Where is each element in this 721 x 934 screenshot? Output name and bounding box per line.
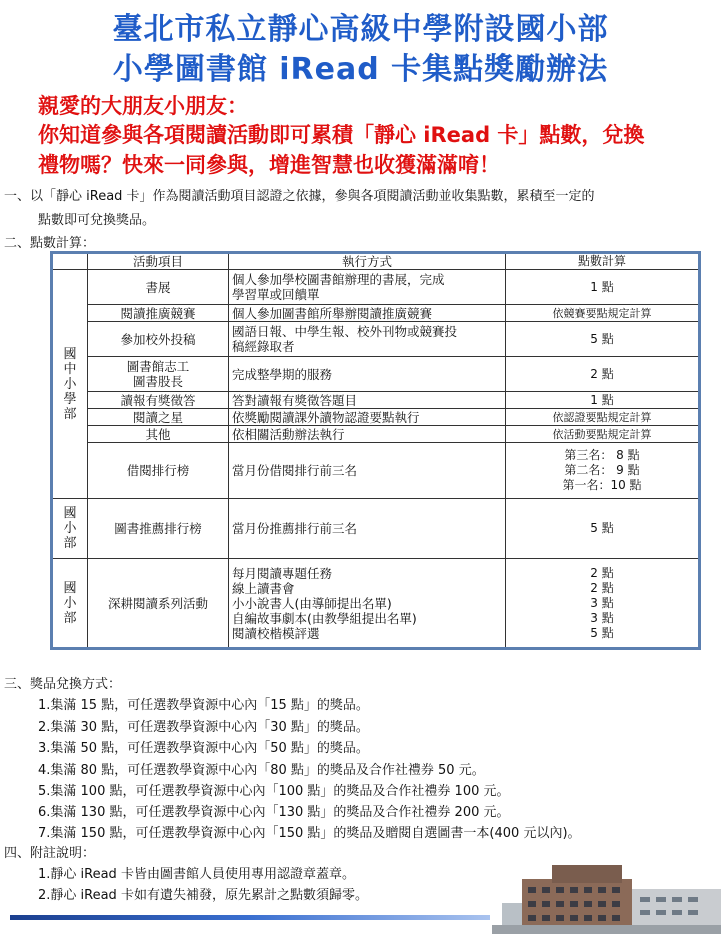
points-cell: 5 點: [506, 322, 700, 357]
section4-heading: 四、附註說明：: [4, 846, 96, 861]
group-label-junior-elementary: 國 中 小 學 部: [52, 270, 88, 499]
activity-cell: 借閱排行榜: [88, 443, 229, 499]
list-item: 7.集滿 150 點，可任選教學資源中心內「150 點」的獎品及贈閱自選圖書一本(400 元以內)。: [38, 826, 581, 841]
table-row: [52, 392, 700, 409]
table-row: [52, 499, 700, 559]
doc-title-line2: 小學圖書館 iRead 卡集點獎勵辦法: [112, 52, 609, 87]
points-cell: 第三名： 8 點 第二名： 9 點 第一名：10 點: [506, 443, 700, 499]
list-item: 3.集滿 50 點，可任選教學資源中心內「50 點」的獎品。: [38, 741, 369, 756]
activity-cell: 閱讀推廣競賽: [88, 305, 229, 322]
method-cell: 答對讀報有獎徵答題目: [229, 392, 506, 409]
activity-cell: 圖書館志工 圖書股長: [88, 357, 229, 392]
points-cell: 依認證要點規定計算: [506, 409, 700, 426]
table-row: [52, 305, 700, 322]
method-cell: 完成整學期的服務: [229, 357, 506, 392]
table-row: [52, 357, 700, 392]
header-points: 點數計算: [506, 253, 700, 270]
list-item: 2.靜心 iRead 卡如有遺失補發，原先累計之點數須歸零。: [38, 888, 368, 903]
table-row: [52, 409, 700, 426]
method-cell: 當月份推薦排行前三名: [229, 499, 506, 559]
header-group-cell: [52, 253, 88, 270]
group-label-elementary-2: 國 小 部: [52, 559, 88, 649]
list-item: 2.集滿 30 點，可任選教學資源中心內「30 點」的獎品。: [38, 720, 369, 735]
list-item: 6.集滿 130 點，可任選教學資源中心內「130 點」的獎品及合作社禮券 200 元。: [38, 805, 510, 820]
group-label-elementary: 國 小 部: [52, 499, 88, 559]
table-row: [52, 559, 700, 649]
method-cell: 每月閱讀專題任務 線上讀書會 小小說書人(由導師提出名單) 自編故事劇本(由教學組提出名單) 閱讀校楷模評選: [229, 559, 506, 649]
method-cell: 當月份借閱排行前三名: [229, 443, 506, 499]
points-cell: 1 點: [506, 270, 700, 305]
section1-heading: 一、以「靜心 iRead 卡」作為閱讀活動項目認證之依據，參與各項閱讀活動並收集點數，累積至一定的: [4, 189, 595, 204]
points-cell: 依競賽要點規定計算: [506, 305, 700, 322]
section1-continuation: 點數即可兌換獎品。: [38, 213, 156, 228]
activity-cell: 其他: [88, 426, 229, 443]
section3-heading: 三、獎品兌換方式：: [4, 677, 122, 692]
points-table: [50, 251, 701, 650]
decorative-bar: [10, 915, 490, 920]
method-cell: 依相關活動辦法執行: [229, 426, 506, 443]
table-header-row: [52, 253, 700, 270]
points-cell: 依活動要點規定計算: [506, 426, 700, 443]
method-cell: 個人參加學校圖書館辦理的書展，完成 學習單或回饋單: [229, 270, 506, 305]
method-cell: 國語日報、中學生報、校外刊物或競賽投 稿經錄取者: [229, 322, 506, 357]
method-cell: 個人參加圖書館所舉辦閱讀推廣競賽: [229, 305, 506, 322]
list-item: 4.集滿 80 點，可任選教學資源中心內「80 點」的獎品及合作社禮券 50 元。: [38, 763, 485, 778]
school-building-icon: [492, 855, 721, 934]
activity-cell: 書展: [88, 270, 229, 305]
header-method: 執行方式: [229, 253, 506, 270]
activity-cell: 閱讀之星: [88, 409, 229, 426]
doc-title-line1: 臺北市私立靜心高級中學附設國小部: [112, 12, 609, 47]
activity-cell: 深耕閱讀系列活動: [88, 559, 229, 649]
table-row: [52, 322, 700, 357]
activity-cell: 參加校外投稿: [88, 322, 229, 357]
table-row: [52, 426, 700, 443]
list-item: 1.集滿 15 點，可任選教學資源中心內「15 點」的獎品。: [38, 698, 369, 713]
header-activity: 活動項目: [88, 253, 229, 270]
intro-line3: 禮物嗎？快來一同參與，增進智慧也收獲滿滿唷！: [38, 153, 500, 177]
table-row: [52, 443, 700, 499]
intro-line2: 你知道參與各項閱讀活動即可累積「靜心 iRead 卡」點數，兌換: [38, 123, 645, 147]
points-cell: 1 點: [506, 392, 700, 409]
activity-cell: 圖書推薦排行榜: [88, 499, 229, 559]
section2-heading: 二、點數計算：: [4, 236, 96, 251]
intro-greeting: 親愛的大朋友小朋友：: [38, 94, 248, 118]
list-item: 5.集滿 100 點，可任選教學資源中心內「100 點」的獎品及合作社禮券 100 元。: [38, 784, 510, 799]
list-item: 1.靜心 iRead 卡皆由圖書館人員使用專用認證章蓋章。: [38, 867, 355, 882]
table-row: [52, 270, 700, 305]
points-cell: 5 點: [506, 499, 700, 559]
points-cell: 2 點 2 點 3 點 3 點 5 點: [506, 559, 700, 649]
activity-cell: 讀報有獎徵答: [88, 392, 229, 409]
points-cell: 2 點: [506, 357, 700, 392]
method-cell: 依獎勵閱讀課外讀物認證要點執行: [229, 409, 506, 426]
